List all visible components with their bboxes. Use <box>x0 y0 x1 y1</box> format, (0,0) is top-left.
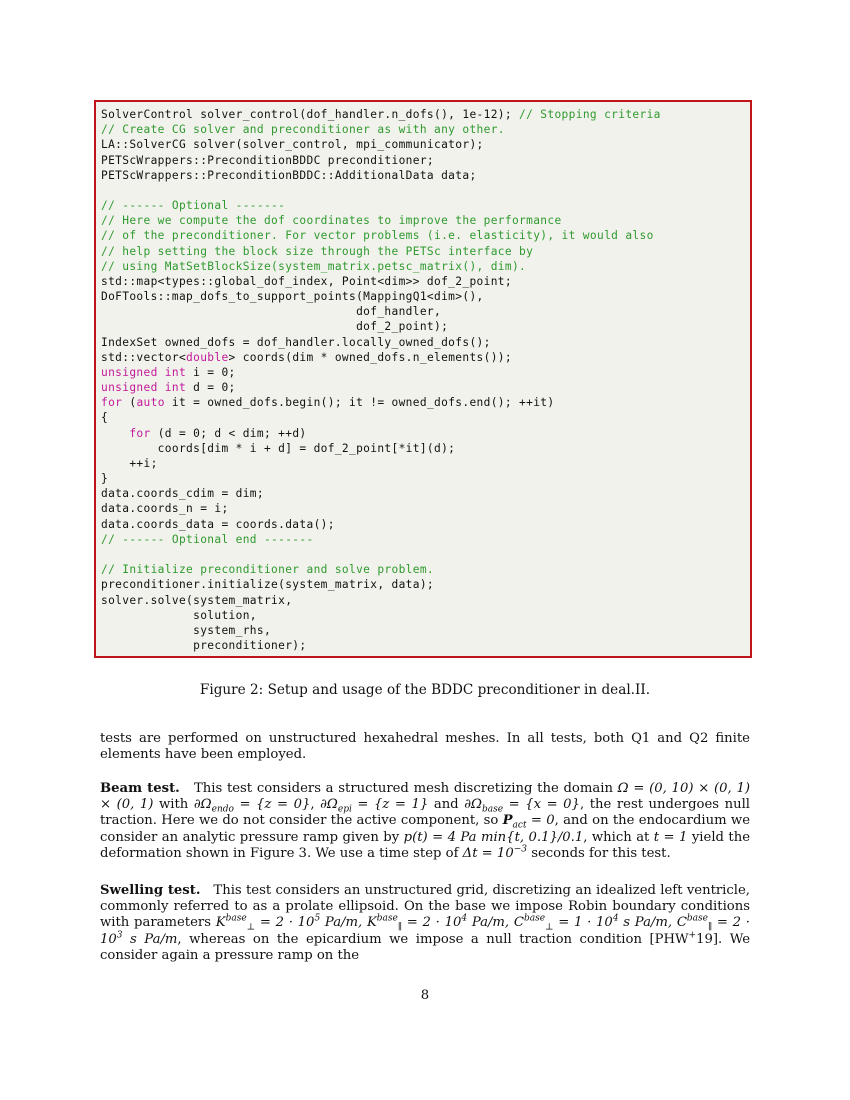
code-line <box>101 441 750 456</box>
code-comment: // using MatSetBlockSize(system_matrix.petsc_matrix(), dim). <box>101 259 527 273</box>
code-text: solver.solve(system_matrix, <box>101 593 293 607</box>
code-text: d = 0; <box>186 381 236 395</box>
code-text <box>101 427 129 440</box>
code-line <box>101 547 750 562</box>
code-line <box>101 137 750 152</box>
code-text: SolverControl solver_control(dof_handler.n_dofs(), 1e-12); <box>101 108 520 121</box>
code-keyword: double <box>186 350 229 364</box>
code-line <box>101 228 750 243</box>
beam-text-3: , the rest undergoes null traction. Here we do not consider the active component, so <box>100 797 751 829</box>
epi-boundary-math: $\partial\Omega_{epi} = \{z = 1\}$ <box>320 797 429 815</box>
code-line <box>101 168 750 183</box>
code-line <box>101 638 750 653</box>
beam-text-4: , and on the endocardium we consider an analytic pressure ramp given by <box>100 813 751 845</box>
code-line <box>101 259 750 274</box>
code-line <box>101 380 750 395</box>
code-line <box>101 198 750 213</box>
code-line <box>101 107 750 122</box>
code-listing <box>94 100 752 658</box>
base-boundary-math: $\partial\Omega_{base} = \{x = 0\}$ <box>464 797 580 815</box>
code-text: IndexSet owned_dofs = dof_handler.locally_owned_dofs(); <box>101 335 491 349</box>
code-text: dof_2_point); <box>101 320 449 334</box>
code-keyword: unsigned int <box>101 381 187 395</box>
code-line <box>101 244 750 259</box>
code-line <box>101 319 750 334</box>
code-text: preconditioner); <box>101 639 307 653</box>
code-text: solution, <box>101 608 257 622</box>
swelling-text-3: 19]. We consider again a pressure ramp on the <box>100 931 751 963</box>
t-equals-one-math: t = 1 <box>653 829 688 845</box>
code-text: coords[dim * i + d] = dof_2_point[*it](d); <box>101 441 456 455</box>
code-text: ++i; <box>101 456 158 470</box>
code-text: LA::SolverCG solver(solver_control, mpi_communicator); <box>101 138 484 152</box>
time-step-math: $\Delta t = 10^{-3}$ <box>462 844 527 861</box>
swelling-text-2: , whereas on the epicardium we impose a null traction condition [PHW <box>177 931 689 947</box>
code-line <box>101 456 750 471</box>
code-line <box>101 289 750 304</box>
citation-sup: + <box>688 930 697 941</box>
code-line <box>101 213 750 228</box>
code-text: > coords(dim * owned_dofs.n_elements()); <box>228 350 512 364</box>
code-comment: // Initialize preconditioner and solve problem. <box>101 563 435 577</box>
code-line <box>101 517 750 532</box>
code-line <box>101 335 750 350</box>
beam-text-1: This test considers a structured mesh discretizing the domain <box>193 781 613 796</box>
c-perp-math: $C^{base}_\perp = 1 \cdot 10^4$ s Pa/m, <box>513 914 677 934</box>
code-text: DoFTools::map_dofs_to_support_points(MappingQ1<dim>(), <box>101 290 484 304</box>
code-line <box>101 274 750 289</box>
code-text: data.coords_n = i; <box>101 502 229 516</box>
code-line <box>101 471 750 486</box>
beam-text-5: , which at <box>583 829 650 845</box>
code-line <box>101 532 750 547</box>
beam-text-7: seconds for this test. <box>531 845 671 861</box>
code-comment: // of the preconditioner. For vector problems (i.e. elasticity), it would also <box>101 229 654 243</box>
beam-test-paragraph: Beam test. This test considers a structured mesh discretizing the domain Ω = (0, 10) × (0, 1) × (0, 1) with $\partial\Omega_{endo} = \{z = 0\}$, $\partial\Omega_{epi} = \{z = 1\}$ and $\partial\Omega_{base} = \{x = 0\}$, the rest undergoes null traction. Here we do not consider the active component, so $P_{act} = 0$, and on the endocardium we consider an analytic pressure ramp given by p(t) = 4 Pa min{t, 0.1}/0.1, which at t = 1 yield the deformation shown in Figure 3. We use a time step of $\Delta t = 10^{-3}$ seconds for this test. <box>100 781 751 861</box>
code-comment: // ------ Optional ------- <box>101 199 286 213</box>
swelling-text-1: This test considers an unstructured grid, discretizing an idealized left ventricle, commonly referred to as a prolate ellipsoid. On the base we impose Robin boundary conditions with parameters <box>100 883 750 931</box>
k-perp-math: $K^{base}_\perp = 2 \cdot 10^5$ Pa/m, <box>215 914 367 934</box>
code-keyword: for <box>129 426 151 440</box>
code-line <box>101 501 750 516</box>
code-line <box>101 304 750 319</box>
code-line <box>101 365 750 380</box>
code-comment: // ------ Optional end ------- <box>101 532 314 546</box>
code-text: PETScWrappers::PreconditionBDDC preconditioner; <box>101 153 435 167</box>
code-line <box>101 350 750 365</box>
code-line <box>101 153 750 168</box>
code-text: i = 0; <box>186 365 236 379</box>
code-comment: // Create CG solver and preconditioner as with any other. <box>101 123 505 137</box>
code-line <box>101 426 750 441</box>
code-text: data.coords_data = coords.data(); <box>101 517 335 531</box>
code-text: system_rhs, <box>101 623 272 637</box>
code-line <box>101 577 750 592</box>
code-line <box>101 410 750 425</box>
code-text: PETScWrappers::PreconditionBDDC::AdditionalData data; <box>101 168 477 182</box>
code-text: (d = 0; d < dim; ++d) <box>150 426 307 440</box>
beam-test-heading: Beam test. <box>100 781 180 796</box>
code-text: it = owned_dofs.begin(); it != owned_dofs.end(); ++it) <box>164 396 555 410</box>
figure-caption: Figure 2: Setup and usage of the BDDC preconditioner in deal.II. <box>199 682 651 698</box>
code-comment: // Stopping criteria <box>519 108 661 121</box>
beam-text-and: and <box>433 797 459 813</box>
code-text: std::vector< <box>101 350 187 364</box>
code-keyword: for <box>101 396 123 410</box>
code-line <box>101 562 750 577</box>
endo-boundary-math: $\partial\Omega_{endo} = \{z = 0\}$ <box>193 797 311 815</box>
code-text: { <box>101 411 109 425</box>
swelling-test-paragraph <box>100 883 750 964</box>
c-par-math: $C^{base}_\parallel = 2 \cdot 10^3$ s Pa/m <box>100 914 750 947</box>
k-par-math: $K^{base}_\parallel = 2 \cdot 10^4$ Pa/m, <box>366 914 514 934</box>
code-text: std::map<types::global_dof_index, Point<dim>> dof_2_point; <box>101 274 512 288</box>
code-line <box>101 486 750 501</box>
swelling-test-heading: Swelling test. <box>100 883 201 898</box>
intro-paragraph: tests are performed on unstructured hexahedral meshes. In all tests, both Q1 and Q2 finite elements have been employed. <box>100 731 750 763</box>
code-line <box>101 593 750 608</box>
code-comment: // help setting the block size through the PETSc interface by <box>101 244 534 258</box>
beam-text-6: yield the deformation shown in Figure 3. We use a time step of <box>100 829 751 861</box>
beam-text-2: with <box>158 797 189 813</box>
page-number: 8 <box>420 988 430 1003</box>
code-line <box>101 122 750 137</box>
code-line <box>101 608 750 623</box>
code-keyword: unsigned int <box>101 365 187 379</box>
pressure-ramp-math: p(t) = 4 Pa min{t, 0.1}/0.1 <box>403 829 584 845</box>
code-line <box>101 183 750 198</box>
code-keyword: auto <box>136 396 165 410</box>
code-text: } <box>101 472 109 486</box>
code-text: preconditioner.initialize(system_matrix, data); <box>101 578 435 592</box>
pact-math: $P_{act} = 0$ <box>502 813 555 832</box>
code-text: dof_handler, <box>101 305 442 319</box>
beam-domain-math: Ω = (0, 10) × (0, 1) × (0, 1) <box>100 781 750 813</box>
code-comment: // Here we compute the dof coordinates to improve the performance <box>101 214 562 228</box>
code-line <box>101 395 750 410</box>
code-line <box>101 623 750 638</box>
code-text: data.coords_cdim = dim; <box>101 487 264 501</box>
code-text: ( <box>122 396 137 410</box>
